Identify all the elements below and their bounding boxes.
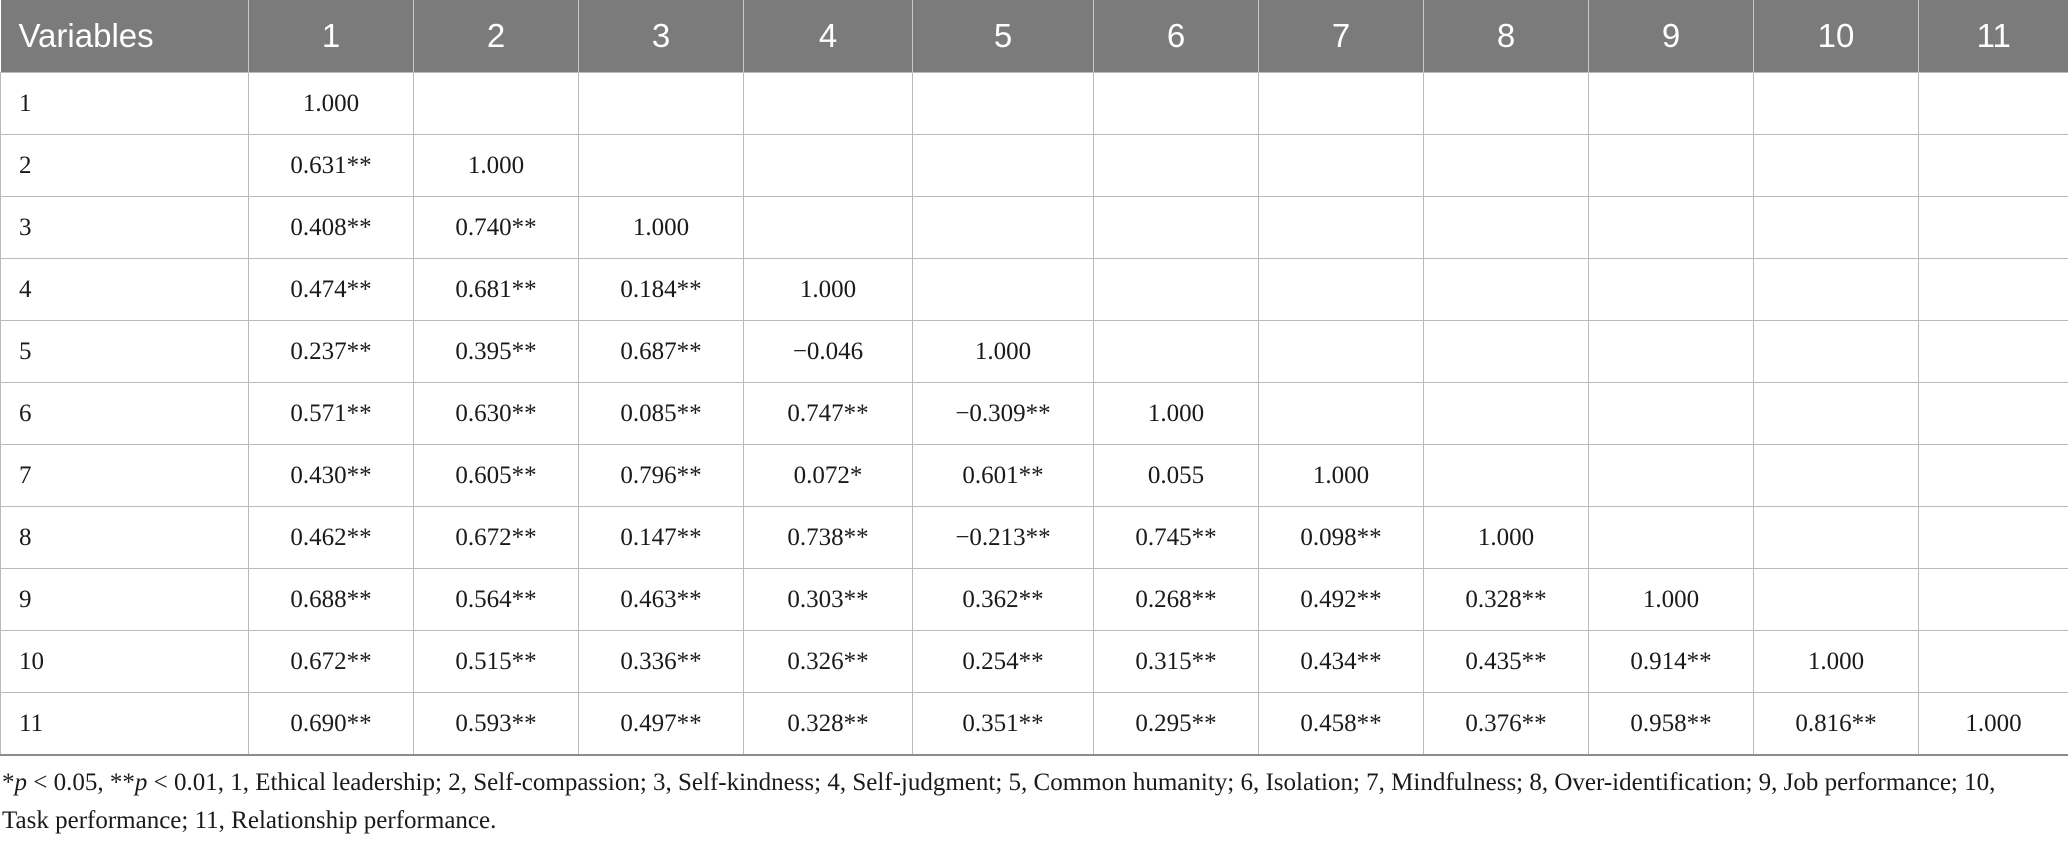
header-col-4: 4: [744, 0, 913, 73]
table-cell: 0.740**: [414, 197, 579, 259]
table-cell: 0.605**: [414, 445, 579, 507]
table-cell: [1094, 73, 1259, 135]
table-cell: [1094, 135, 1259, 197]
table-cell: [1919, 321, 2068, 383]
table-cell: 0.085**: [579, 383, 744, 445]
table-cell: [1754, 383, 1919, 445]
table-cell: [1589, 445, 1754, 507]
table-row: [1, 693, 2068, 756]
table-cell: 0.435**: [1424, 631, 1589, 693]
table-cell: 0.295**: [1094, 693, 1259, 756]
table-cell: 0.497**: [579, 693, 744, 756]
table-cell: [1919, 507, 2068, 569]
table-cell: [913, 135, 1094, 197]
table-row: [1, 197, 2068, 259]
table-cell: 0.958**: [1589, 693, 1754, 756]
footnote-threshold-1: < 0.05, **: [27, 769, 135, 796]
table-cell: 0.738**: [744, 507, 913, 569]
table-body: [1, 73, 2068, 756]
table-cell: 0.315**: [1094, 631, 1259, 693]
table-cell: 0.362**: [913, 569, 1094, 631]
row-label: 1: [1, 73, 249, 135]
header-variables: Variables: [1, 0, 249, 73]
table-cell: [1754, 197, 1919, 259]
header-col-1: 1: [249, 0, 414, 73]
table-cell: 0.492**: [1259, 569, 1424, 631]
table-cell: [1589, 73, 1754, 135]
table-cell: [1919, 135, 2068, 197]
table-row: [1, 445, 2068, 507]
row-label: 6: [1, 383, 249, 445]
table-cell: −0.046: [744, 321, 913, 383]
table-cell: 1.000: [1094, 383, 1259, 445]
table-cell: 0.336**: [579, 631, 744, 693]
table-cell: 0.474**: [249, 259, 414, 321]
table-cell: 1.000: [1754, 631, 1919, 693]
table-cell: 0.072*: [744, 445, 913, 507]
table-cell: [414, 73, 579, 135]
table-cell: [1919, 259, 2068, 321]
table-cell: [1094, 197, 1259, 259]
table-cell: [1754, 445, 1919, 507]
row-label: 4: [1, 259, 249, 321]
table-cell: [1754, 73, 1919, 135]
table-cell: 0.408**: [249, 197, 414, 259]
table-row: [1, 73, 2068, 135]
table-cell: 1.000: [1259, 445, 1424, 507]
table-cell: 0.688**: [249, 569, 414, 631]
table-cell: 0.395**: [414, 321, 579, 383]
row-label: 2: [1, 135, 249, 197]
row-label: 11: [1, 693, 249, 756]
row-label: 10: [1, 631, 249, 693]
table-row: [1, 631, 2068, 693]
footnote-p-symbol-2: p: [134, 769, 148, 796]
table-cell: 0.672**: [414, 507, 579, 569]
table-cell: 1.000: [913, 321, 1094, 383]
table-cell: 0.434**: [1259, 631, 1424, 693]
table-cell: 0.690**: [249, 693, 414, 756]
table-cell: 0.914**: [1589, 631, 1754, 693]
table-cell: [1754, 135, 1919, 197]
header-col-2: 2: [414, 0, 579, 73]
footnote-star: *: [2, 769, 15, 796]
table-cell: [1919, 73, 2068, 135]
table-row: [1, 135, 2068, 197]
table-cell: 0.254**: [913, 631, 1094, 693]
table-cell: [1589, 507, 1754, 569]
table-row: [1, 259, 2068, 321]
table-cell: [1424, 73, 1589, 135]
table-cell: 0.571**: [249, 383, 414, 445]
table-cell: 0.515**: [414, 631, 579, 693]
table-cell: [1424, 321, 1589, 383]
table-cell: 1.000: [579, 197, 744, 259]
table-cell: 1.000: [249, 73, 414, 135]
table-cell: [1424, 445, 1589, 507]
table-cell: 0.268**: [1094, 569, 1259, 631]
table-cell: [1919, 569, 2068, 631]
table-cell: 1.000: [1919, 693, 2068, 756]
table-cell: 0.672**: [249, 631, 414, 693]
table-cell: [1259, 73, 1424, 135]
header-col-3: 3: [579, 0, 744, 73]
header-col-9: 9: [1589, 0, 1754, 73]
table-cell: [744, 197, 913, 259]
table-cell: [744, 73, 913, 135]
table-cell: 0.328**: [744, 693, 913, 756]
table-row: [1, 569, 2068, 631]
table-cell: [913, 73, 1094, 135]
table-cell: 1.000: [414, 135, 579, 197]
table-cell: [1259, 321, 1424, 383]
header-row: [1, 0, 2068, 73]
header-col-6: 6: [1094, 0, 1259, 73]
table-cell: [1589, 259, 1754, 321]
table-cell: [579, 73, 744, 135]
header-col-10: 10: [1754, 0, 1919, 73]
table-cell: 0.564**: [414, 569, 579, 631]
table-row: [1, 383, 2068, 445]
table-cell: 0.458**: [1259, 693, 1424, 756]
table-cell: [913, 259, 1094, 321]
table-cell: 0.328**: [1424, 569, 1589, 631]
table-cell: [913, 197, 1094, 259]
table-cell: [1259, 259, 1424, 321]
table-cell: 1.000: [1424, 507, 1589, 569]
table-cell: −0.213**: [913, 507, 1094, 569]
table-cell: [579, 135, 744, 197]
table-cell: [1259, 383, 1424, 445]
table-cell: [1589, 135, 1754, 197]
table-cell: [1424, 259, 1589, 321]
footnote-p-symbol-1: p: [14, 769, 27, 796]
header-col-7: 7: [1259, 0, 1424, 73]
table-cell: 0.630**: [414, 383, 579, 445]
table-footnote: [0, 764, 2042, 840]
table-cell: 0.593**: [414, 693, 579, 756]
table-cell: 0.745**: [1094, 507, 1259, 569]
row-label: 9: [1, 569, 249, 631]
table-cell: 0.816**: [1754, 693, 1919, 756]
table-cell: 0.687**: [579, 321, 744, 383]
table-cell: 0.326**: [744, 631, 913, 693]
table-cell: [1919, 383, 2068, 445]
table-cell: [1259, 197, 1424, 259]
row-label: 7: [1, 445, 249, 507]
table-cell: [1754, 321, 1919, 383]
table-cell: 0.184**: [579, 259, 744, 321]
table-cell: [1589, 321, 1754, 383]
table-cell: [1424, 197, 1589, 259]
table-row: [1, 321, 2068, 383]
table-cell: [1919, 197, 2068, 259]
table-cell: 0.351**: [913, 693, 1094, 756]
row-label: 3: [1, 197, 249, 259]
table-cell: [1259, 135, 1424, 197]
table-cell: 0.430**: [249, 445, 414, 507]
table-cell: [1754, 259, 1919, 321]
table-cell: 1.000: [1589, 569, 1754, 631]
table-cell: [1424, 383, 1589, 445]
table-cell: [1094, 321, 1259, 383]
footnote-legend: < 0.01, 1, Ethical leadership; 2, Self-compassion; 3, Self-kindness; 4, Self-judgment; 5, Common humanity; 6, Isolation; 7, Mindfulness; 8, Over-identification; 9, Job performance; 10, Task performance; 11, Relationship performance.: [2, 769, 1996, 834]
table-cell: 0.601**: [913, 445, 1094, 507]
header-col-8: 8: [1424, 0, 1589, 73]
table-cell: [1919, 445, 2068, 507]
table-cell: 1.000: [744, 259, 913, 321]
table-cell: [744, 135, 913, 197]
table-cell: 0.681**: [414, 259, 579, 321]
table-row: [1, 507, 2068, 569]
row-label: 5: [1, 321, 249, 383]
table-cell: [1424, 135, 1589, 197]
table-cell: 0.147**: [579, 507, 744, 569]
table-cell: 0.462**: [249, 507, 414, 569]
table-cell: [1754, 569, 1919, 631]
table-cell: 0.376**: [1424, 693, 1589, 756]
row-label: 8: [1, 507, 249, 569]
table-cell: [1919, 631, 2068, 693]
table-cell: [1589, 197, 1754, 259]
table-cell: −0.309**: [913, 383, 1094, 445]
table-cell: 0.098**: [1259, 507, 1424, 569]
table-cell: 0.631**: [249, 135, 414, 197]
table-cell: [1589, 383, 1754, 445]
table-cell: 0.303**: [744, 569, 913, 631]
table-cell: 0.796**: [579, 445, 744, 507]
header-col-5: 5: [913, 0, 1094, 73]
table-cell: [1094, 259, 1259, 321]
table-cell: 0.463**: [579, 569, 744, 631]
table-cell: 0.237**: [249, 321, 414, 383]
table-cell: 0.055: [1094, 445, 1259, 507]
table-cell: [1754, 507, 1919, 569]
header-col-11: 11: [1919, 0, 2068, 73]
table-cell: 0.747**: [744, 383, 913, 445]
